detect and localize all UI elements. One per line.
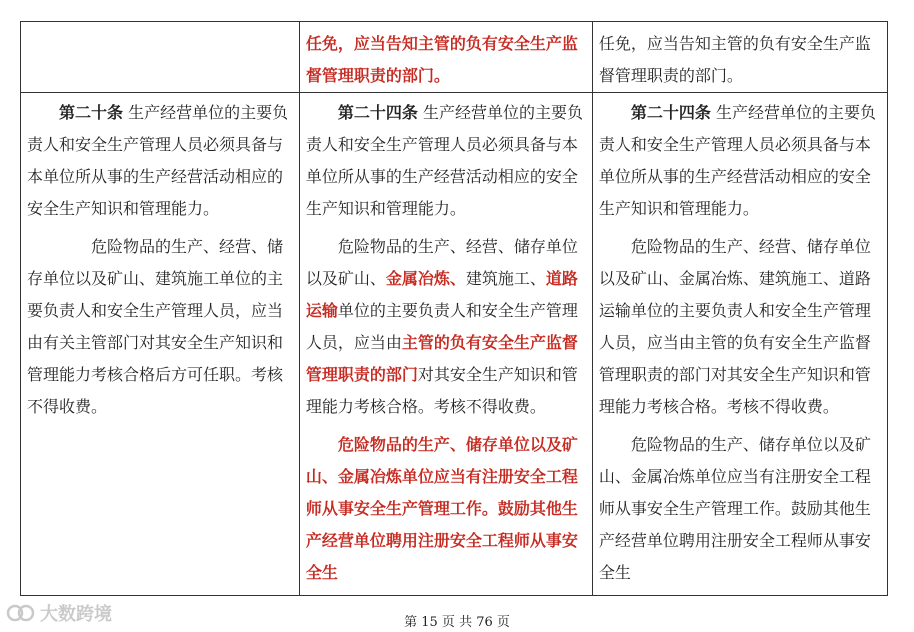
article-paragraph [599, 97, 881, 225]
article-text: 建筑施工、 [465, 269, 546, 288]
table-cell-old-law [21, 22, 300, 93]
article-text: 危险物品的生产、经营、储存单位以及矿山、金属冶炼、建筑施工、道路运输单位的主要负责人和安全生产管理人员，应当由主管的负有安全生产监督管理职责的部门对其安全生产知识和管理能力考核合格。考核不得收费。 [598, 237, 871, 416]
amended-text-highlight: 危险物品的生产、储存单位以及矿山、金属冶炼单位应当有注册安全工程师从事安全生产管理工作。鼓励其他生产经营单位聘用注册安全工程师从事安全生 [305, 435, 578, 582]
table-cell-final [592, 22, 887, 93]
article-text: 危险物品的生产、经营、储存单位以及矿山、 [305, 237, 578, 288]
watermark-text: 大数跨境 [40, 604, 112, 625]
table-row [21, 93, 888, 596]
table-cell-final [592, 93, 887, 596]
article-text: 生产经营单位的主要负责人和安全生产管理人员必须具备与本单位所从事的生产经营活动相应的安全生产知识和管理能力。 [598, 103, 877, 218]
article-number: 第二十四条 [337, 103, 418, 122]
article-text: 危险物品的生产、储存单位以及矿山、金属冶炼单位应当有注册安全工程师从事安全生产管理工作。鼓励其他生产经营单位聘用注册安全工程师从事安全生 [598, 435, 871, 582]
article-paragraph [306, 97, 586, 225]
article-number: 第二十条 [59, 103, 124, 122]
article-paragraph [599, 231, 881, 423]
comparison-table [20, 21, 888, 596]
amended-text-highlight: 金属冶炼、 [385, 269, 466, 288]
table-cell-draft [299, 93, 592, 596]
article-text: 危险物品的生产、经营、储存单位以及矿山、建筑施工单位的主要负责人和安全生产管理人员，应当由有关主管部门对其安全生产知识和管理能力考核合格后方可任职。考核不得收费。 [27, 237, 284, 416]
article-text: 单位的主要负责人和安全生产管理人员，应当由 [305, 301, 578, 352]
article-paragraph [306, 429, 586, 589]
article-paragraph [27, 97, 293, 225]
amended-text-highlight: 任免，应当告知主管的负有安全生产监督管理职责的部门。 [305, 34, 578, 85]
article-text: 对其安全生产知识和管理能力考核合格。考核不得收费。 [305, 365, 578, 416]
article-text: 生产经营单位的主要负责人和安全生产管理人员必须具备与本单位所从事的生产经营活动相应的安全生产知识和管理能力。 [27, 103, 289, 218]
amended-text-highlight: 主管的负有安全生产监督管理职责的部门 [305, 333, 578, 384]
article-paragraph [599, 429, 881, 589]
table-row [21, 22, 888, 93]
table-cell-old-law [21, 93, 300, 596]
amended-text-highlight: 道路运输 [305, 269, 578, 320]
cell-text: 任免，应当告知主管的负有安全生产监督管理职责的部门。 [598, 34, 871, 85]
article-number: 第二十四条 [630, 103, 711, 122]
article-paragraph [306, 231, 586, 423]
article-paragraph [27, 231, 293, 423]
table-cell-draft [299, 22, 592, 93]
article-text: 生产经营单位的主要负责人和安全生产管理人员必须具备与本单位所从事的生产经营活动相应的安全生产知识和管理能力。 [305, 103, 583, 218]
page-number: 第 15 页 共 76 页 [404, 615, 510, 630]
